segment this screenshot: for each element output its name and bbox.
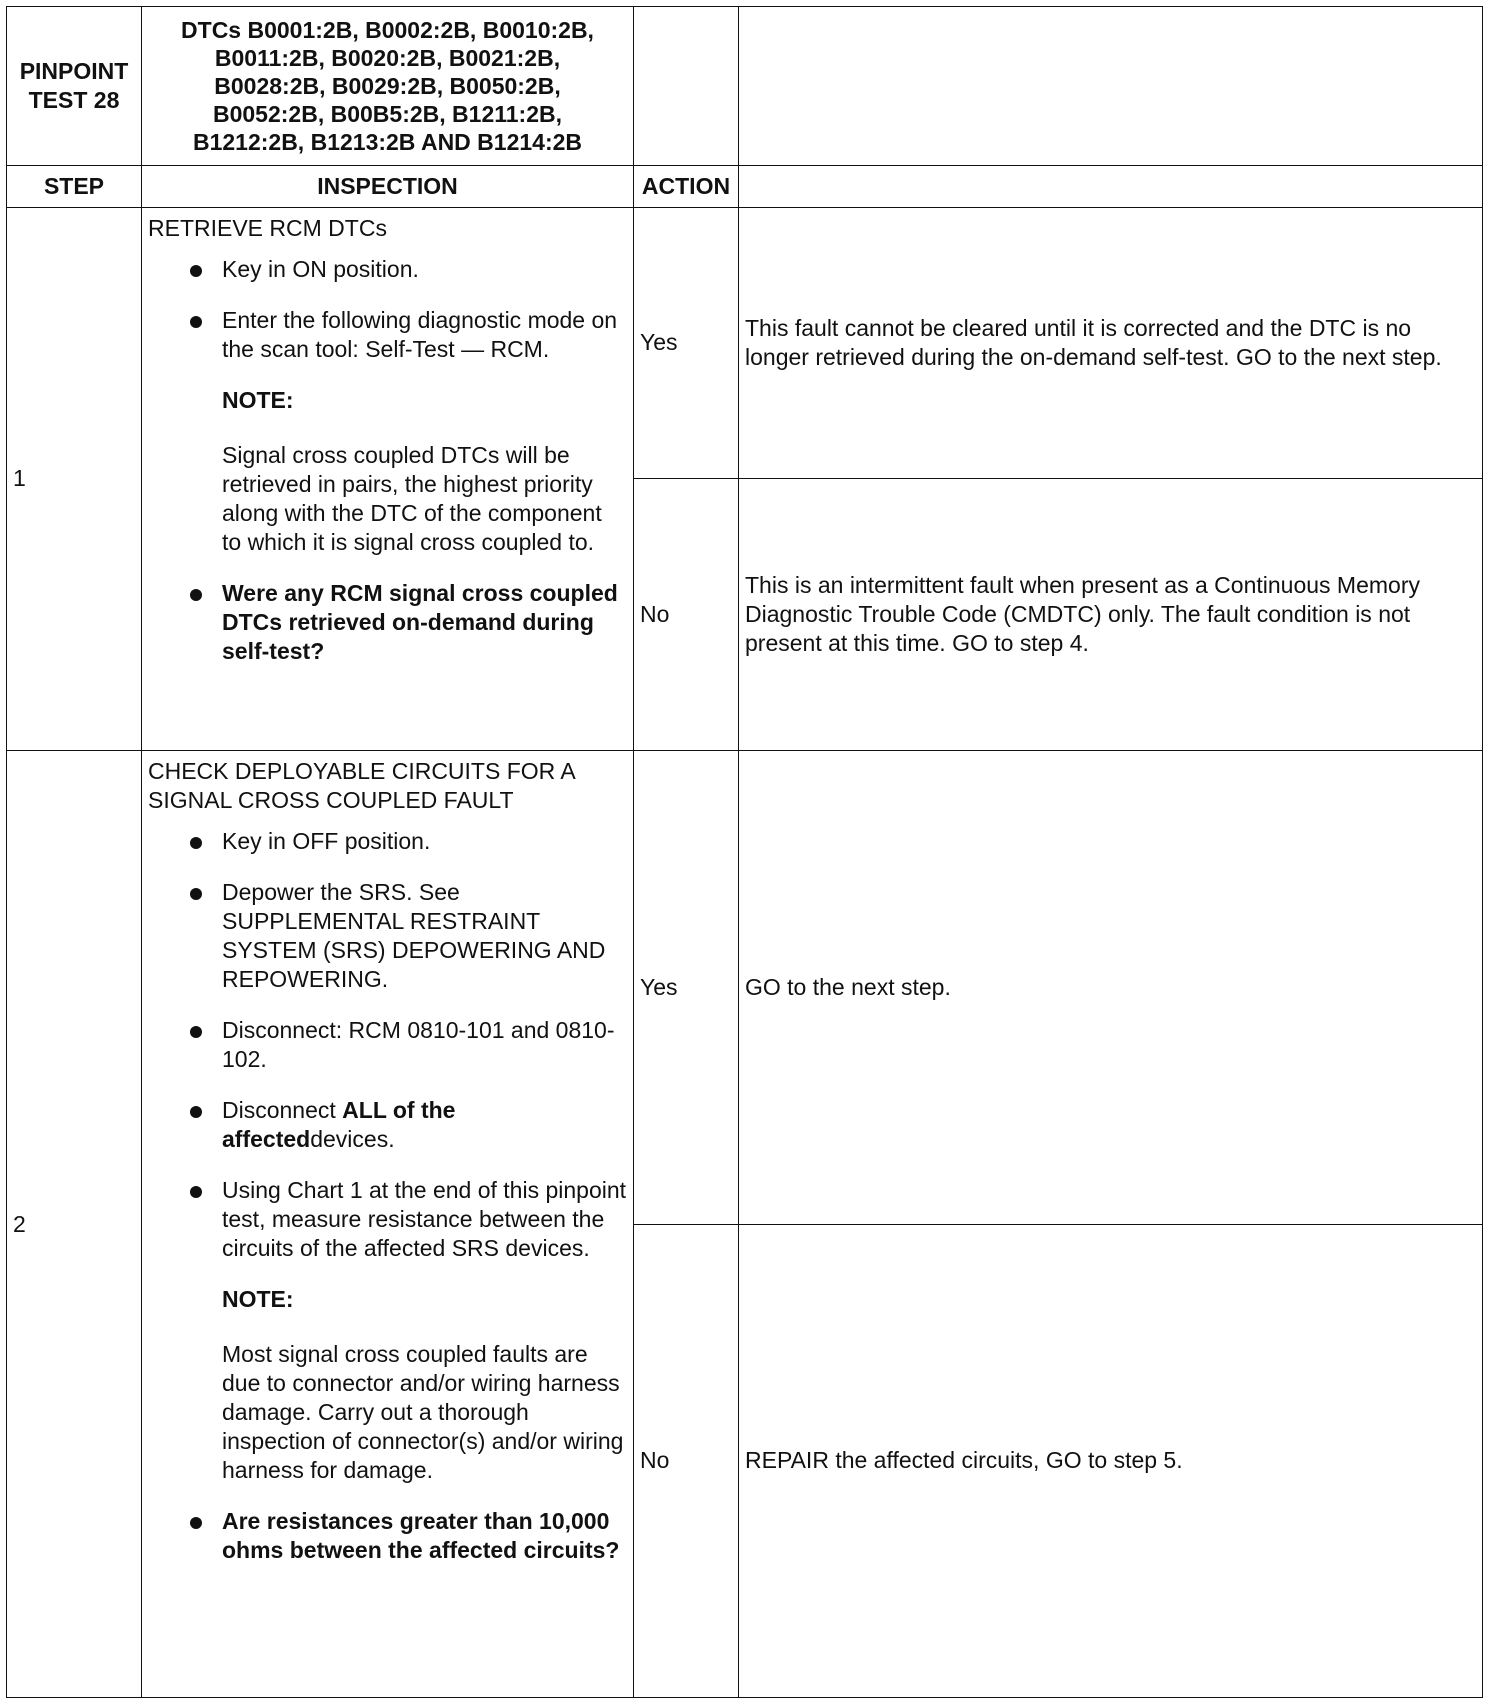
step-title: RETRIEVE RCM DTCs — [148, 214, 387, 241]
inspection-bullet: Disconnect ALL of the affecteddevices. — [148, 1096, 627, 1154]
pinpoint-test-label: PINPOINT TEST 28 — [19, 58, 129, 114]
result-yes-text: GO to the next step. — [739, 751, 1483, 1224]
inspection-bullet: Depower the SRS. See SUPPLEMENTAL RESTRAINT SYSTEM (SRS) DEPOWERING AND REPOWERING. — [148, 878, 627, 994]
dtc-line: B0011:2B, B0020:2B, B0021:2B, — [214, 45, 561, 72]
column-header-action: ACTION — [634, 166, 739, 207]
bullet-dot-icon — [190, 316, 202, 328]
result-no-text: REPAIR the affected circuits, GO to step 5. — [739, 1224, 1483, 1697]
step-number: 1 — [7, 207, 142, 751]
bullet-dot-icon — [190, 265, 202, 277]
inspection-question: Were any RCM signal cross coupled DTCs retrieved on-demand during self-test? — [148, 579, 627, 666]
result-yes-text: This fault cannot be cleared until it is corrected and the DTC is no longer retrieved during the on-demand self-test. GO to the next step. — [739, 207, 1483, 479]
note-label: NOTE: — [222, 1286, 294, 1313]
empty-title-cell — [739, 7, 1483, 166]
action-yes: Yes — [634, 207, 739, 479]
inspection-question: Are resistances greater than 10,000 ohms between the affected circuits? — [148, 1507, 627, 1565]
action-yes: Yes — [634, 751, 739, 1224]
inspection-bullet: Using Chart 1 at the end of this pinpoint test, measure resistance between the circuits of the affected SRS devices. — [148, 1176, 627, 1263]
column-header-inspection: INSPECTION — [142, 166, 634, 207]
bullet-dot-icon — [190, 1106, 202, 1118]
step-1-yes-row — [7, 207, 1483, 479]
title-row — [7, 7, 1483, 166]
step-title: CHECK DEPLOYABLE CIRCUITS FOR A SIGNAL CROSS COUPLED FAULT — [148, 758, 575, 814]
note-text: Signal cross coupled DTCs will be retrieved in pairs, the highest priority along with the DTC of the component to which it is signal cross coupled to. — [222, 441, 602, 555]
bullet-dot-icon — [190, 888, 202, 900]
pinpoint-test-table — [6, 6, 1483, 1698]
step-2-yes-row — [7, 751, 1483, 1224]
column-header-row — [7, 166, 1483, 207]
dtc-list-cell — [142, 7, 634, 166]
pinpoint-test-label-cell — [7, 7, 142, 166]
inspection-bullet: Disconnect: RCM 0810-101 and 0810-102. — [148, 1016, 627, 1074]
result-no-text: This is an intermittent fault when present as a Continuous Memory Diagnostic Trouble Code (CMDTC) only. The fault condition is not present at this time. GO to step 4. — [739, 479, 1483, 751]
note-label: NOTE: — [222, 386, 294, 413]
bullet-dot-icon — [190, 1026, 202, 1038]
dtc-line: B1212:2B, B1213:2B AND B1214:2B — [192, 129, 583, 156]
bullet-dot-icon — [190, 589, 202, 601]
inspection-bullet: Key in ON position. — [148, 255, 627, 284]
bullet-dot-icon — [190, 1517, 202, 1529]
empty-title-cell — [634, 7, 739, 166]
step-1-inspection — [142, 207, 634, 751]
bullet-dot-icon — [190, 837, 202, 849]
step-2-inspection — [142, 751, 634, 1698]
dtc-line: B0028:2B, B0029:2B, B0050:2B, — [214, 73, 561, 100]
step-number: 2 — [7, 751, 142, 1698]
dtc-line: B0052:2B, B00B5:2B, B1211:2B, — [212, 101, 562, 128]
inspection-bullet: Enter the following diagnostic mode on the scan tool: Self-Test — RCM. — [148, 306, 627, 364]
action-no: No — [634, 479, 739, 751]
empty-header-cell — [739, 166, 1483, 207]
note-text: Most signal cross coupled faults are due to connector and/or wiring harness damage. Carry out a thorough inspection of connector(s) and/or wiring harness for damage. — [222, 1341, 624, 1484]
inspection-bullet: Key in OFF position. — [148, 827, 627, 856]
bullet-dot-icon — [190, 1186, 202, 1198]
action-no: No — [634, 1224, 739, 1697]
column-header-step: STEP — [7, 166, 142, 207]
dtc-line: DTCs B0001:2B, B0002:2B, B0010:2B, — [181, 17, 594, 44]
